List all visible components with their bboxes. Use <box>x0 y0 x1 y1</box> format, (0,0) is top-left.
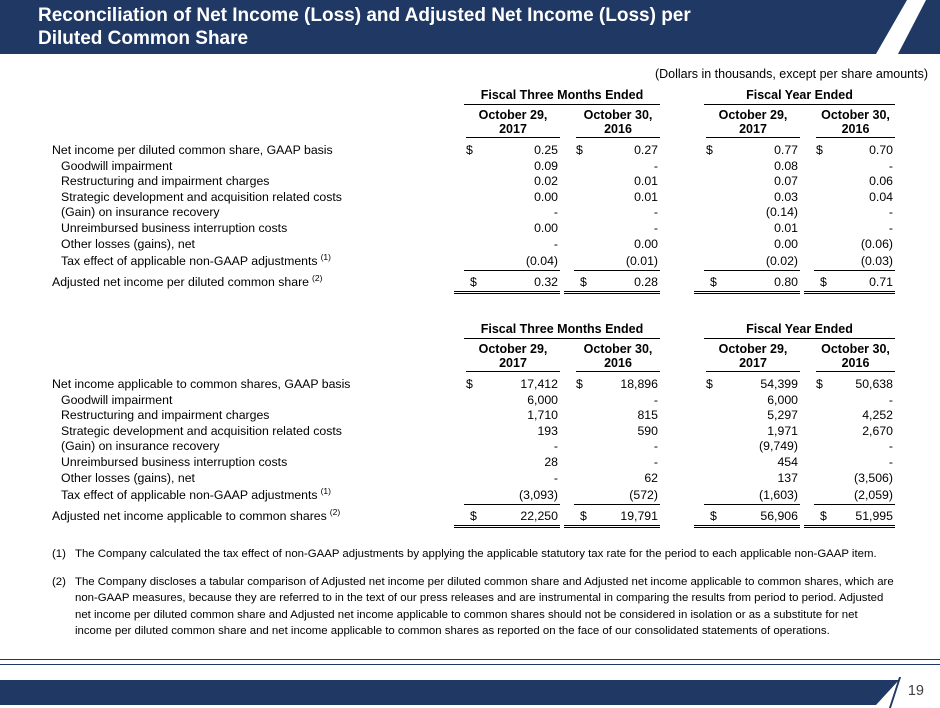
cell-spacer <box>660 205 690 221</box>
cell-value: (3,506) <box>854 470 893 485</box>
cell-value: 50,638 <box>855 377 893 391</box>
cell-fy-2017 <box>690 143 800 159</box>
cell-value: 0.28 <box>634 274 658 289</box>
row-label-text: Goodwill impairment <box>61 158 173 173</box>
cell-q-2016 <box>560 471 660 487</box>
column-header-date: October 29, <box>478 342 548 356</box>
cell-value: (572) <box>629 488 658 503</box>
table-row <box>52 272 897 294</box>
cell-value: - <box>653 220 658 235</box>
cell-value: 0.25 <box>534 143 558 157</box>
column-header-year: 2017 <box>499 122 527 136</box>
cell-value: (0.02) <box>765 254 798 269</box>
cell-q-2017 <box>450 439 560 455</box>
currency-symbol: $ <box>466 377 473 391</box>
row-label-text: Restructuring and impairment charges <box>61 174 270 189</box>
column-header <box>706 342 800 372</box>
cell-fy-2016 <box>800 393 895 409</box>
column-header-date: October 29, <box>718 108 788 122</box>
cell-spacer <box>660 221 690 237</box>
cell-fy-2017 <box>704 254 800 271</box>
row-label-text: Unreimbursed business interruption costs <box>61 220 288 235</box>
cell-value: 193 <box>537 423 558 438</box>
table-row <box>52 471 897 487</box>
cell-value: 0.04 <box>869 189 893 204</box>
row-label <box>52 159 450 175</box>
column-header-date: October 30, <box>583 108 653 122</box>
cell-spacer <box>660 455 690 471</box>
cell-value: 0.00 <box>774 236 798 251</box>
cell-value: 0.01 <box>634 174 658 189</box>
cell-value: (0.03) <box>860 254 893 269</box>
cell-value: 137 <box>777 470 798 485</box>
row-label <box>52 408 450 424</box>
table-row <box>52 143 897 159</box>
cell-value: 0.09 <box>534 158 558 173</box>
footer-bar <box>0 680 940 705</box>
cell-value: - <box>653 392 658 407</box>
column-group-row <box>52 322 897 339</box>
cell-spacer <box>660 237 690 253</box>
cell-spacer <box>660 377 690 393</box>
cell-fy-2016 <box>800 455 895 471</box>
footnote-reference: (1) <box>320 252 331 263</box>
cell-fy-2016 <box>800 377 895 393</box>
cell-fy-2016 <box>804 509 895 528</box>
footer-rule-bottom <box>0 664 940 665</box>
column-spacer <box>660 108 690 138</box>
row-label-text: (Gain) on insurance recovery <box>61 439 220 454</box>
table-row <box>52 506 897 528</box>
cell-q-2017 <box>454 509 560 528</box>
cell-value: (0.06) <box>860 236 893 251</box>
cell-fy-2017 <box>694 275 800 294</box>
cell-q-2017 <box>450 237 560 253</box>
row-label <box>52 174 450 190</box>
row-label-text: Other losses (gains), net <box>61 236 195 251</box>
cell-value: - <box>553 470 558 485</box>
cell-fy-2017 <box>690 237 800 253</box>
column-header-date: October 30, <box>821 342 890 356</box>
per-share-reconciliation-table <box>52 88 897 294</box>
row-label-text: Unreimbursed business interruption costs <box>61 454 288 469</box>
row-label <box>52 237 450 253</box>
cell-value: (2,059) <box>854 488 893 503</box>
cell-fy-2017 <box>704 488 800 505</box>
cell-spacer <box>660 143 690 159</box>
cell-q-2016 <box>560 424 660 440</box>
cell-q-2017 <box>450 393 560 409</box>
cell-q-2016 <box>560 174 660 190</box>
cell-value: 815 <box>637 408 658 423</box>
cell-value: 0.80 <box>774 274 798 289</box>
table-row <box>52 408 897 424</box>
cell-value: 0.00 <box>534 189 558 204</box>
cell-q-2017 <box>450 408 560 424</box>
footnote-marker: (1) <box>52 548 66 560</box>
cell-q-2016 <box>560 455 660 471</box>
cell-value: - <box>888 392 893 407</box>
cell-q-2016 <box>560 377 660 393</box>
row-label <box>52 272 450 294</box>
footnote-1 <box>52 546 897 563</box>
column-header <box>706 108 800 138</box>
group-spacer <box>660 322 690 339</box>
currency-symbol: $ <box>576 143 583 157</box>
cell-spacer <box>660 439 690 455</box>
currency-symbol: $ <box>470 508 477 523</box>
table-row <box>52 455 897 471</box>
row-label <box>52 221 450 237</box>
cell-spacer <box>660 275 690 294</box>
cell-fy-2017 <box>690 439 800 455</box>
cell-spacer <box>660 174 690 190</box>
cell-q-2016 <box>560 237 660 253</box>
table-row <box>52 424 897 440</box>
table-row <box>52 254 897 270</box>
column-header-date: October 29, <box>478 108 548 122</box>
table-body <box>52 143 897 294</box>
cell-value: (9,749) <box>759 439 798 454</box>
cell-fy-2017 <box>690 190 800 206</box>
column-header <box>576 342 660 372</box>
group-spacer <box>660 88 690 105</box>
cell-q-2017 <box>450 424 560 440</box>
cell-value: 22,250 <box>520 508 558 523</box>
cell-spacer <box>660 254 690 271</box>
currency-symbol: $ <box>820 508 827 523</box>
cell-value: - <box>553 236 558 251</box>
row-label <box>52 143 450 159</box>
cell-q-2017 <box>450 221 560 237</box>
cell-value: (0.14) <box>765 205 798 220</box>
column-group-row <box>52 88 897 105</box>
cell-value: 54,399 <box>760 377 798 391</box>
cell-q-2017 <box>454 275 560 294</box>
cell-q-2017 <box>450 471 560 487</box>
column-header-year: 2017 <box>499 356 527 370</box>
table-row <box>52 159 897 175</box>
cell-spacer <box>660 424 690 440</box>
footnotes <box>52 546 897 651</box>
currency-symbol: $ <box>706 377 713 391</box>
cell-q-2016 <box>564 275 660 294</box>
cell-value: - <box>888 158 893 173</box>
cell-fy-2017 <box>690 471 800 487</box>
table-row <box>52 393 897 409</box>
footnote-reference: (1) <box>320 486 331 497</box>
cell-value: - <box>888 220 893 235</box>
row-label <box>52 471 450 487</box>
currency-symbol: $ <box>706 143 713 157</box>
row-label <box>52 488 450 505</box>
cell-value: 62 <box>644 470 658 485</box>
column-header-year: 2017 <box>739 356 767 370</box>
footer-rule-top <box>0 659 940 660</box>
row-label-text: Other losses (gains), net <box>61 470 195 485</box>
group-spacer <box>52 88 450 105</box>
row-label-text: Adjusted net income applicable to common shares <box>52 508 327 523</box>
cell-q-2016 <box>564 509 660 528</box>
cell-fy-2017 <box>690 424 800 440</box>
cell-value: - <box>888 205 893 220</box>
row-label <box>52 439 450 455</box>
column-header-date: October 30, <box>583 342 653 356</box>
column-header-date: October 29, <box>718 342 788 356</box>
table-row <box>52 488 897 504</box>
cell-spacer <box>660 471 690 487</box>
cell-spacer <box>660 509 690 528</box>
currency-symbol: $ <box>470 274 477 289</box>
cell-q-2017 <box>450 190 560 206</box>
table-body <box>52 377 897 528</box>
cell-q-2016 <box>560 143 660 159</box>
cell-spacer <box>660 159 690 175</box>
footnote-reference: (2) <box>312 272 323 283</box>
currency-symbol: $ <box>580 274 587 289</box>
row-label <box>52 377 450 393</box>
cell-fy-2016 <box>800 221 895 237</box>
column-group-header-year: Fiscal Year Ended <box>704 322 895 339</box>
cell-value: 56,906 <box>760 508 798 523</box>
page-title <box>38 5 691 50</box>
row-label-text: Tax effect of applicable non-GAAP adjustments <box>61 254 318 269</box>
units-note: (Dollars in thousands, except per share amounts) <box>654 67 928 81</box>
cell-value: 4,252 <box>862 408 893 423</box>
column-header <box>816 342 895 372</box>
row-label-text: Strategic development and acquisition related costs <box>61 189 342 204</box>
cell-fy-2017 <box>690 455 800 471</box>
page-title-line2: Diluted Common Share <box>38 27 249 49</box>
cell-spacer <box>660 393 690 409</box>
row-label-text: (Gain) on insurance recovery <box>61 205 220 220</box>
cell-fy-2016 <box>804 275 895 294</box>
cell-q-2017 <box>464 254 560 271</box>
currency-symbol: $ <box>580 508 587 523</box>
cell-q-2016 <box>560 408 660 424</box>
row-label <box>52 190 450 206</box>
cell-value: - <box>653 205 658 220</box>
cell-value: 1,710 <box>527 408 558 423</box>
column-group-header-year: Fiscal Year Ended <box>704 88 895 105</box>
footnote-text: The Company calculated the tax effect of non-GAAP adjustments by applying the applicable statutory tax rate for the period to each applicable non-GAAP item. <box>75 548 877 560</box>
cell-fy-2016 <box>814 488 895 505</box>
cell-q-2016 <box>560 159 660 175</box>
table-row <box>52 377 897 393</box>
currency-symbol: $ <box>576 377 583 391</box>
cell-value: 590 <box>637 423 658 438</box>
row-label-text: Tax effect of applicable non-GAAP adjustments <box>61 488 318 503</box>
cell-fy-2016 <box>800 237 895 253</box>
column-group-header-three-months: Fiscal Three Months Ended <box>464 88 660 105</box>
cell-fy-2016 <box>800 471 895 487</box>
cell-value: 17,412 <box>520 377 558 391</box>
cell-value: 0.06 <box>869 174 893 189</box>
row-label-text: Strategic development and acquisition related costs <box>61 423 342 438</box>
cell-q-2016 <box>560 190 660 206</box>
table-row <box>52 174 897 190</box>
column-spacer <box>52 342 450 372</box>
currency-symbol: $ <box>710 508 717 523</box>
cell-value: 19,791 <box>620 508 658 523</box>
cell-q-2017 <box>464 488 560 505</box>
cell-fy-2016 <box>800 424 895 440</box>
cell-value: 6,000 <box>767 392 798 407</box>
table-row <box>52 237 897 253</box>
cell-q-2017 <box>450 174 560 190</box>
cell-q-2016 <box>560 221 660 237</box>
currency-symbol: $ <box>816 143 823 157</box>
table-row <box>52 221 897 237</box>
cell-fy-2017 <box>690 393 800 409</box>
cell-value: - <box>653 439 658 454</box>
column-header-date: October 30, <box>821 108 890 122</box>
cell-value: - <box>653 158 658 173</box>
cell-q-2016 <box>574 254 660 271</box>
cell-value: 18,896 <box>620 377 658 391</box>
cell-fy-2016 <box>800 174 895 190</box>
cell-q-2016 <box>560 439 660 455</box>
column-header-row <box>52 108 897 138</box>
row-label <box>52 455 450 471</box>
column-header-year: 2016 <box>604 356 632 370</box>
cell-value: 28 <box>544 454 558 469</box>
cell-fy-2017 <box>690 159 800 175</box>
cell-fy-2016 <box>814 254 895 271</box>
cell-value: 51,995 <box>855 508 893 523</box>
currency-symbol: $ <box>466 143 473 157</box>
cell-value: 0.32 <box>534 274 558 289</box>
cell-value: 0.07 <box>774 174 798 189</box>
cell-value: 5,297 <box>767 408 798 423</box>
footnote-text: The Company discloses a tabular comparison of Adjusted net income per diluted common share and Adjusted net income applicable to common shares, which are non-GAAP measures, because they are referred to in the text of our press releases and are instrumental in comparing the results from period to period. Adjusted net income per diluted common share and Adjusted net income applicable to common shares should not be considered in isolation or as a substitute for net income per diluted common share and net income applicable to common shares as reported on the face of our consolidated statements of operations. <box>75 575 894 637</box>
currency-symbol: $ <box>816 377 823 391</box>
cell-value: 0.01 <box>634 189 658 204</box>
column-header <box>576 108 660 138</box>
table-row <box>52 439 897 455</box>
cell-value: 0.08 <box>774 158 798 173</box>
footnote-2 <box>52 574 897 640</box>
row-label-text: Adjusted net income per diluted common share <box>52 274 310 289</box>
row-label-text: Goodwill impairment <box>61 392 173 407</box>
page-title-line1: Reconciliation of Net Income (Loss) and Adjusted Net Income (Loss) per <box>38 5 691 26</box>
cell-value: (1,603) <box>759 488 798 503</box>
cell-q-2016 <box>560 205 660 221</box>
row-label-text: Restructuring and impairment charges <box>61 408 270 423</box>
cell-value: 454 <box>777 454 798 469</box>
cell-q-2017 <box>450 455 560 471</box>
cell-q-2016 <box>574 488 660 505</box>
row-label <box>52 506 450 528</box>
cell-fy-2016 <box>800 205 895 221</box>
cell-fy-2017 <box>690 408 800 424</box>
cell-fy-2016 <box>800 190 895 206</box>
column-header-year: 2016 <box>841 356 870 370</box>
column-header <box>466 342 560 372</box>
cell-q-2017 <box>450 377 560 393</box>
cell-value: - <box>888 454 893 469</box>
dollar-reconciliation-table <box>52 322 897 528</box>
cell-value: - <box>553 439 558 454</box>
column-header-year: 2016 <box>841 122 870 136</box>
cell-value: 0.02 <box>534 174 558 189</box>
row-label-text: Net income applicable to common shares, GAAP basis <box>52 377 351 391</box>
cell-value: - <box>653 454 658 469</box>
cell-value: (3,093) <box>519 488 558 503</box>
cell-spacer <box>660 190 690 206</box>
cell-value: - <box>888 439 893 454</box>
cell-value: 0.71 <box>869 274 893 289</box>
cell-q-2017 <box>450 159 560 175</box>
row-label <box>52 424 450 440</box>
currency-symbol: $ <box>820 274 827 289</box>
cell-spacer <box>660 488 690 505</box>
column-spacer <box>660 342 690 372</box>
cell-value: 6,000 <box>527 392 558 407</box>
row-label <box>52 393 450 409</box>
cell-fy-2016 <box>800 408 895 424</box>
currency-symbol: $ <box>710 274 717 289</box>
column-header-year: 2017 <box>739 122 767 136</box>
footer-bar-fill <box>0 680 940 705</box>
cell-fy-2016 <box>800 143 895 159</box>
cell-value: - <box>553 205 558 220</box>
row-label <box>52 254 450 271</box>
cell-q-2017 <box>450 205 560 221</box>
cell-value: 2,670 <box>862 423 893 438</box>
cell-fy-2016 <box>800 159 895 175</box>
footnote-reference: (2) <box>329 506 341 517</box>
cell-value: 0.27 <box>634 143 658 157</box>
cell-fy-2016 <box>800 439 895 455</box>
row-label <box>52 205 450 221</box>
row-label-text: Net income per diluted common share, GAAP basis <box>52 143 333 157</box>
page-number: 19 <box>907 683 924 699</box>
footnote-marker: (2) <box>52 575 66 588</box>
cell-value: 0.00 <box>634 236 658 251</box>
group-spacer <box>52 322 450 339</box>
cell-fy-2017 <box>694 509 800 528</box>
cell-spacer <box>660 408 690 424</box>
column-header-row <box>52 342 897 372</box>
column-group-header-three-months: Fiscal Three Months Ended <box>464 322 660 339</box>
table-row <box>52 190 897 206</box>
column-header-year: 2016 <box>604 122 632 136</box>
cell-value: (0.04) <box>525 254 558 269</box>
cell-q-2017 <box>450 143 560 159</box>
cell-value: 0.77 <box>774 143 798 157</box>
cell-value: 0.03 <box>774 189 798 204</box>
cell-q-2016 <box>560 393 660 409</box>
cell-fy-2017 <box>690 205 800 221</box>
column-header <box>466 108 560 138</box>
cell-fy-2017 <box>690 221 800 237</box>
header-bar <box>0 0 940 54</box>
cell-value: (0.01) <box>625 254 658 269</box>
cell-fy-2017 <box>690 174 800 190</box>
cell-value: 0.00 <box>534 220 558 235</box>
cell-fy-2017 <box>690 377 800 393</box>
table-row <box>52 205 897 221</box>
cell-value: 0.01 <box>774 220 798 235</box>
cell-value: 0.70 <box>869 143 893 157</box>
cell-value: 1,971 <box>767 423 798 438</box>
column-spacer <box>52 108 450 138</box>
column-header <box>816 108 895 138</box>
